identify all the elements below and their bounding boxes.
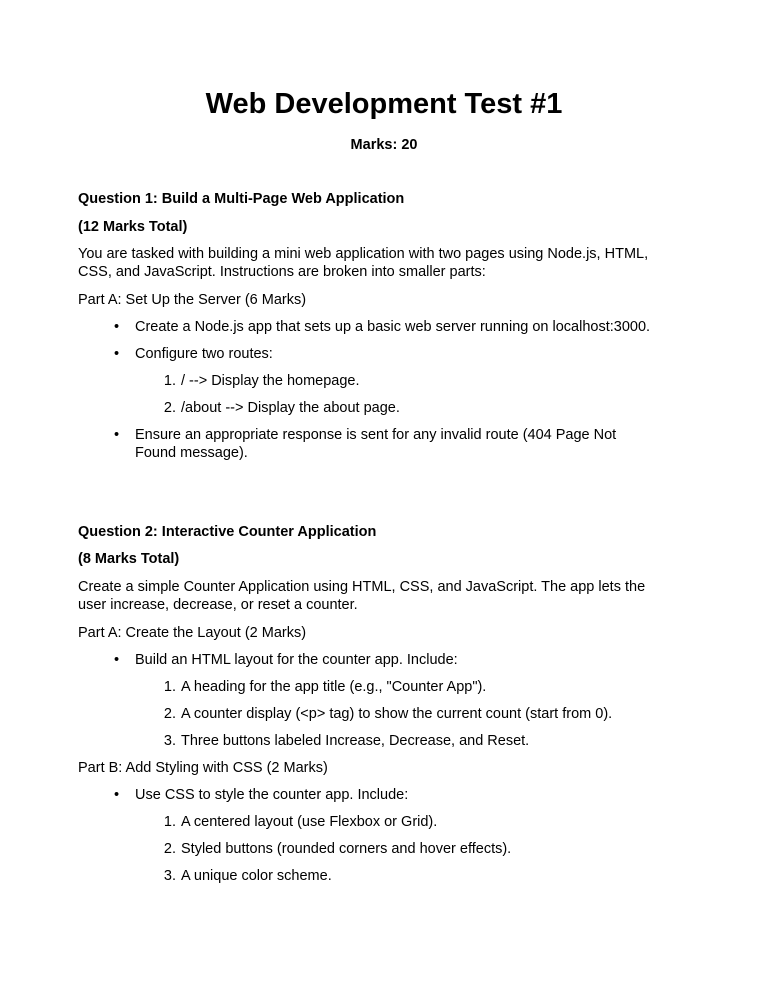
question-2-intro: Create a simple Counter Application using HTML, CSS, and JavaScript. The app lets the user increase, decrease, or reset a counter. <box>78 579 646 613</box>
bullet-marker: • <box>114 652 120 668</box>
list-number: 2. <box>163 706 176 722</box>
list-number: 2. <box>163 841 176 857</box>
route-item-about: /about --> Display the about page. <box>181 400 400 416</box>
q2-part-b-bullet: Use CSS to style the counter app. Include: <box>135 787 409 803</box>
list-number: 3. <box>163 733 176 749</box>
question-2-part-a-label: Part A: Create the Layout (2 Marks) <box>78 625 307 641</box>
bullet-marker: • <box>114 787 120 803</box>
layout-item-counter-display: A counter display (<p> tag) to show the current count (start from 0). <box>181 706 613 722</box>
question-1-heading: Question 1: Build a Multi-Page Web Application <box>78 191 405 207</box>
question-1-part-a-label: Part A: Set Up the Server (6 Marks) <box>78 292 307 308</box>
q1-bullet-1: Create a Node.js app that sets up a basic web server running on localhost:3000. <box>135 319 651 335</box>
style-item-color-scheme: A unique color scheme. <box>181 868 332 884</box>
layout-item-heading: A heading for the app title (e.g., "Counter App"). <box>181 679 487 695</box>
route-number: 1. <box>163 373 176 389</box>
style-item-layout: A centered layout (use Flexbox or Grid). <box>181 814 438 830</box>
route-number: 2. <box>163 400 176 416</box>
question-1-total: (12 Marks Total) <box>78 219 188 235</box>
list-number: 1. <box>163 679 176 695</box>
question-1-intro: You are tasked with building a mini web application with two pages using Node.js, HTML, CSS, and JavaScript. Instructions are broken into smaller parts: <box>78 246 649 280</box>
q1-bullet-3: Ensure an appropriate response is sent for any invalid route (404 Page Not Found message). <box>135 427 617 461</box>
style-item-buttons: Styled buttons (rounded corners and hover effects). <box>181 841 512 857</box>
bullet-marker: • <box>114 346 120 362</box>
list-number: 3. <box>163 868 176 884</box>
question-2-heading: Question 2: Interactive Counter Application <box>78 524 377 540</box>
total-marks: Marks: 20 <box>350 137 418 153</box>
question-2-total: (8 Marks Total) <box>78 551 180 567</box>
q1-bullet-2: Configure two routes: <box>135 346 273 362</box>
question-2-part-b-label: Part B: Add Styling with CSS (2 Marks) <box>78 760 328 776</box>
route-item-home: / --> Display the homepage. <box>181 373 360 389</box>
q2-part-a-bullet: Build an HTML layout for the counter app. Include: <box>135 652 458 668</box>
page-title: Web Development Test #1 <box>205 88 563 120</box>
bullet-marker: • <box>114 319 120 335</box>
list-number: 1. <box>163 814 176 830</box>
bullet-marker: • <box>114 427 120 443</box>
layout-item-buttons: Three buttons labeled Increase, Decrease, and Reset. <box>181 733 530 749</box>
